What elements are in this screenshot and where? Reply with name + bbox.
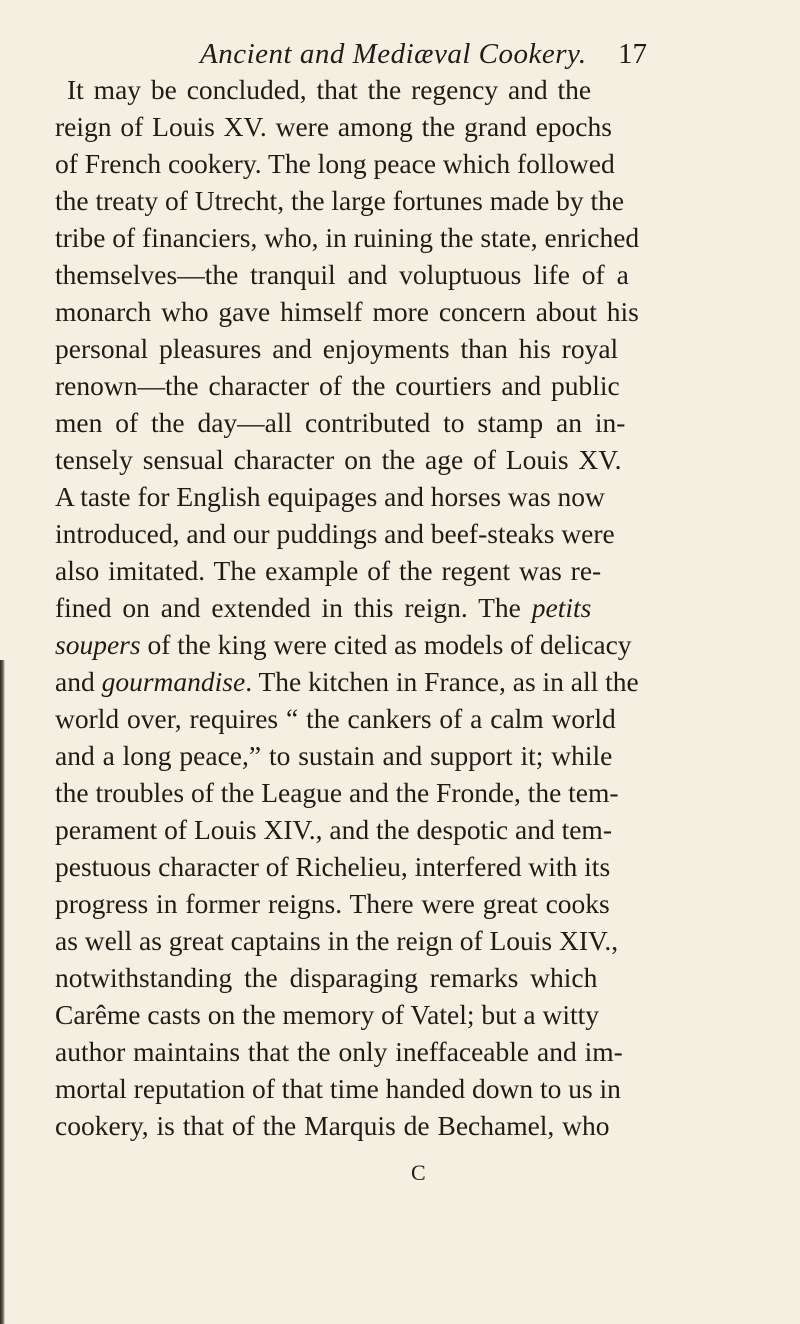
text-line: author maintains that the only ineffaceable and im- — [55, 1036, 623, 1067]
text-line: renown—the character of the courtiers and public — [55, 370, 620, 401]
text-line: and gourmandise. The kitchen in France, as in all the — [55, 666, 639, 697]
text-line: Carême casts on the memory of Vatel; but a witty — [55, 999, 600, 1030]
text-line: tribe of financiers, who, in ruining the state, enriched — [55, 222, 640, 253]
text-line: personal pleasures and enjoyments than his royal — [55, 333, 619, 364]
text-line: as well as great captains in the reign of Louis XIV., — [55, 925, 619, 956]
text-line: world over, requires “ the cankers of a calm world — [55, 703, 616, 734]
page-edge-shadow — [0, 660, 5, 1324]
text-line: the treaty of Utrecht, the large fortunes made by the — [55, 185, 625, 216]
text-line: mortal reputation of that time handed down to us in — [55, 1073, 621, 1104]
running-title: Ancient and Mediæval Cookery. — [200, 38, 587, 70]
text-line: A taste for English equipages and horses was now — [55, 481, 605, 512]
text-line: the troubles of the League and the Fronde, the tem- — [55, 777, 619, 808]
text-line: themselves—the tranquil and voluptuous life of a — [55, 259, 629, 290]
text-line: tensely sensual character on the age of Louis XV. — [55, 444, 622, 475]
text-line: perament of Louis XIV., and the despotic and tem- — [55, 814, 612, 845]
page-number: 17 — [618, 38, 647, 70]
text-line: also imitated. The example of the regent was re- — [55, 555, 602, 586]
text-line: and a long peace,” to sustain and support it; while — [55, 740, 613, 771]
text-line: of French cookery. The long peace which followed — [55, 148, 615, 179]
text-line: pestuous character of Richelieu, interfered with its — [55, 851, 611, 882]
text-line: monarch who gave himself more concern about his — [55, 296, 639, 327]
signature-mark: C — [411, 1160, 426, 1185]
text-line: It may be concluded, that the regency and the — [67, 74, 592, 105]
text-line: soupers of the king were cited as models of delicacy — [55, 629, 632, 660]
text-line: men of the day—all contributed to stamp an in- — [55, 407, 626, 438]
text-line: fined on and extended in this reign. The petits — [55, 592, 592, 623]
text-line: introduced, and our puddings and beef-steaks were — [55, 518, 615, 549]
text-line: progress in former reigns. There were great cooks — [55, 888, 610, 919]
text-line: reign of Louis XV. were among the grand epochs — [55, 111, 612, 142]
text-line: cookery, is that of the Marquis de Bechamel, who — [55, 1110, 610, 1141]
text-line: notwithstanding the disparaging remarks which — [55, 962, 598, 993]
